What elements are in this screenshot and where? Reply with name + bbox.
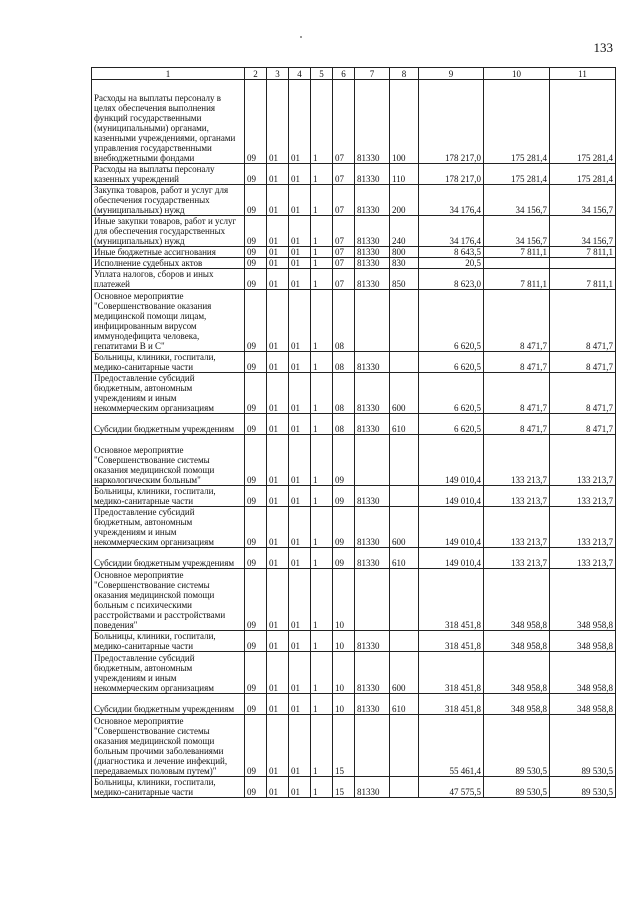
event-code-cell: 07 [333, 269, 355, 290]
row-name-cell: Больницы, клиники, госпитали, медико-санитарные части [92, 486, 245, 507]
section-code-cell: 01 [267, 80, 289, 164]
table-row [92, 715, 616, 777]
amount-col9-cell: 318 451,8 [419, 631, 484, 652]
section-code-cell: 01 [267, 290, 289, 352]
expense-type-cell: 200 [390, 185, 419, 216]
row-name-cell: Основное мероприятие "Совершенствование системы оказания медицинской помощи больным с психическими расстройствами и расстройствами поведения" [92, 569, 245, 631]
table-body [92, 80, 616, 798]
column-header: 7 [355, 68, 390, 80]
column-header: 5 [311, 68, 333, 80]
gp-code-cell: 09 [245, 164, 267, 185]
row-name-cell: Субсидии бюджетным учреждениям [92, 414, 245, 435]
program-code-cell: 1 [311, 414, 333, 435]
row-name-cell: Расходы на выплаты персоналу в целях обеспечения выполнения функций государственными (муниципальными) органами, казенными учреждениями, органами управления государственными внебюджетными фондами [92, 80, 245, 164]
subsection-code-cell: 01 [289, 507, 311, 548]
amount-col10-cell: 8 471,7 [484, 414, 550, 435]
expense-type-cell [390, 290, 419, 352]
amount-col11-cell: 89 530,5 [550, 715, 616, 777]
amount-col11-cell: 7 811,1 [550, 269, 616, 290]
column-header: 8 [390, 68, 419, 80]
amount-col11-cell: 348 958,8 [550, 652, 616, 694]
amount-col9-cell: 47 575,5 [419, 777, 484, 798]
program-code-cell: 1 [311, 164, 333, 185]
event-code-cell: 08 [333, 290, 355, 352]
expense-type-cell [390, 435, 419, 486]
table-row [92, 269, 616, 290]
direction-code-cell: 81330 [355, 269, 390, 290]
amount-col11-cell: 8 471,7 [550, 290, 616, 352]
event-code-cell: 07 [333, 80, 355, 164]
gp-code-cell: 09 [245, 258, 267, 269]
expense-type-cell [390, 486, 419, 507]
expense-type-cell: 610 [390, 414, 419, 435]
subsection-code-cell: 01 [289, 290, 311, 352]
program-code-cell: 1 [311, 715, 333, 777]
program-code-cell: 1 [311, 269, 333, 290]
table-row [92, 164, 616, 185]
table-row [92, 486, 616, 507]
gp-code-cell: 09 [245, 185, 267, 216]
program-code-cell: 1 [311, 216, 333, 247]
section-code-cell: 01 [267, 352, 289, 373]
subsection-code-cell: 01 [289, 216, 311, 247]
amount-col9-cell: 8 623,0 [419, 269, 484, 290]
expense-type-cell: 850 [390, 269, 419, 290]
program-code-cell: 1 [311, 185, 333, 216]
program-code-cell: 1 [311, 777, 333, 798]
direction-code-cell: 81330 [355, 486, 390, 507]
amount-col11-cell: 133 213,7 [550, 548, 616, 569]
event-code-cell: 09 [333, 548, 355, 569]
table-row [92, 216, 616, 247]
table-row [92, 548, 616, 569]
amount-col11-cell: 348 958,8 [550, 631, 616, 652]
direction-code-cell: 81330 [355, 507, 390, 548]
program-code-cell: 1 [311, 435, 333, 486]
section-code-cell: 01 [267, 216, 289, 247]
subsection-code-cell: 01 [289, 652, 311, 694]
table-row [92, 185, 616, 216]
row-name-cell: Субсидии бюджетным учреждениям [92, 694, 245, 715]
direction-code-cell: 81330 [355, 80, 390, 164]
gp-code-cell: 09 [245, 373, 267, 414]
event-code-cell: 08 [333, 352, 355, 373]
amount-col10-cell: 7 811,1 [484, 247, 550, 258]
event-code-cell: 15 [333, 777, 355, 798]
amount-col9-cell: 149 010,4 [419, 486, 484, 507]
direction-code-cell: 81330 [355, 258, 390, 269]
column-header: 2 [245, 68, 267, 80]
row-name-cell: Расходы на выплаты персоналу казенных учреждений [92, 164, 245, 185]
subsection-code-cell: 01 [289, 185, 311, 216]
column-header: 10 [484, 68, 550, 80]
amount-col9-cell: 55 461,4 [419, 715, 484, 777]
header-row [92, 68, 616, 80]
subsection-code-cell: 01 [289, 569, 311, 631]
subsection-code-cell: 01 [289, 694, 311, 715]
event-code-cell: 07 [333, 216, 355, 247]
column-header: 11 [550, 68, 616, 80]
section-code-cell: 01 [267, 507, 289, 548]
expense-type-cell: 600 [390, 652, 419, 694]
expense-type-cell: 830 [390, 258, 419, 269]
direction-code-cell: 81330 [355, 247, 390, 258]
amount-col10-cell: 34 156,7 [484, 185, 550, 216]
section-code-cell: 01 [267, 247, 289, 258]
gp-code-cell: 09 [245, 247, 267, 258]
amount-col10-cell: 133 213,7 [484, 435, 550, 486]
amount-col10-cell: 348 958,8 [484, 694, 550, 715]
section-code-cell: 01 [267, 694, 289, 715]
amount-col9-cell: 6 620,5 [419, 373, 484, 414]
amount-col11-cell: 348 958,8 [550, 569, 616, 631]
expense-type-cell [390, 715, 419, 777]
amount-col9-cell: 318 451,8 [419, 694, 484, 715]
column-header: 3 [267, 68, 289, 80]
event-code-cell: 08 [333, 373, 355, 414]
row-name-cell: Исполнение судебных актов [92, 258, 245, 269]
program-code-cell: 1 [311, 258, 333, 269]
table-row [92, 247, 616, 258]
row-name-cell: Основное мероприятие "Совершенствование системы оказания медицинской помощи наркологическим больным" [92, 435, 245, 486]
row-name-cell: Уплата налогов, сборов и иных платежей [92, 269, 245, 290]
section-code-cell: 01 [267, 435, 289, 486]
expense-type-cell [390, 569, 419, 631]
gp-code-cell: 09 [245, 290, 267, 352]
direction-code-cell: 81330 [355, 373, 390, 414]
gp-code-cell: 09 [245, 352, 267, 373]
table-row [92, 435, 616, 486]
amount-col10-cell: 348 958,8 [484, 631, 550, 652]
amount-col11-cell: 133 213,7 [550, 486, 616, 507]
amount-col9-cell: 149 010,4 [419, 548, 484, 569]
column-header: 6 [333, 68, 355, 80]
section-code-cell: 01 [267, 631, 289, 652]
row-name-cell: Больницы, клиники, госпитали, медико-санитарные части [92, 352, 245, 373]
event-code-cell: 09 [333, 486, 355, 507]
table-row [92, 258, 616, 269]
expense-type-cell: 610 [390, 548, 419, 569]
subsection-code-cell: 01 [289, 777, 311, 798]
subsection-code-cell: 01 [289, 80, 311, 164]
section-code-cell: 01 [267, 652, 289, 694]
program-code-cell: 1 [311, 652, 333, 694]
section-code-cell: 01 [267, 269, 289, 290]
direction-code-cell [355, 435, 390, 486]
gp-code-cell: 09 [245, 435, 267, 486]
direction-code-cell: 81330 [355, 216, 390, 247]
amount-col10-cell: 133 213,7 [484, 507, 550, 548]
gp-code-cell: 09 [245, 631, 267, 652]
program-code-cell: 1 [311, 631, 333, 652]
row-name-cell: Основное мероприятие "Совершенствование оказания медицинской помощи лицам, инфицированным вирусом иммунодефицита человека, гепатитами В и С" [92, 290, 245, 352]
program-code-cell: 1 [311, 247, 333, 258]
table-row [92, 631, 616, 652]
gp-code-cell: 09 [245, 507, 267, 548]
gp-code-cell: 09 [245, 694, 267, 715]
subsection-code-cell: 01 [289, 435, 311, 486]
program-code-cell: 1 [311, 486, 333, 507]
table-row [92, 352, 616, 373]
gp-code-cell: 09 [245, 269, 267, 290]
subsection-code-cell: 01 [289, 269, 311, 290]
amount-col10-cell: 8 471,7 [484, 352, 550, 373]
amount-col10-cell: 175 281,4 [484, 80, 550, 164]
event-code-cell: 07 [333, 185, 355, 216]
gp-code-cell: 09 [245, 569, 267, 631]
amount-col9-cell: 178 217,0 [419, 164, 484, 185]
table-row [92, 652, 616, 694]
event-code-cell: 07 [333, 247, 355, 258]
subsection-code-cell: 01 [289, 247, 311, 258]
direction-code-cell [355, 569, 390, 631]
amount-col9-cell: 20,5 [419, 258, 484, 269]
amount-col9-cell: 34 176,4 [419, 216, 484, 247]
amount-col10-cell: 133 213,7 [484, 486, 550, 507]
amount-col10-cell: 133 213,7 [484, 548, 550, 569]
expense-type-cell: 800 [390, 247, 419, 258]
event-code-cell: 09 [333, 507, 355, 548]
subsection-code-cell: 01 [289, 631, 311, 652]
direction-code-cell: 81330 [355, 694, 390, 715]
section-code-cell: 01 [267, 715, 289, 777]
amount-col11-cell: 175 281,4 [550, 80, 616, 164]
table-row [92, 80, 616, 164]
subsection-code-cell: 01 [289, 352, 311, 373]
direction-code-cell: 81330 [355, 352, 390, 373]
event-code-cell: 09 [333, 435, 355, 486]
amount-col10-cell: 348 958,8 [484, 569, 550, 631]
direction-code-cell [355, 290, 390, 352]
amount-col10-cell: 89 530,5 [484, 777, 550, 798]
table-row [92, 694, 616, 715]
amount-col11-cell: 8 471,7 [550, 414, 616, 435]
amount-col9-cell: 6 620,5 [419, 414, 484, 435]
program-code-cell: 1 [311, 694, 333, 715]
section-code-cell: 01 [267, 486, 289, 507]
amount-col9-cell: 6 620,5 [419, 352, 484, 373]
amount-col11-cell: 34 156,7 [550, 185, 616, 216]
amount-col10-cell: 8 471,7 [484, 373, 550, 414]
gp-code-cell: 09 [245, 548, 267, 569]
amount-col9-cell: 318 451,8 [419, 569, 484, 631]
amount-col10-cell: 175 281,4 [484, 164, 550, 185]
amount-col9-cell: 178 217,0 [419, 80, 484, 164]
amount-col11-cell: 133 213,7 [550, 507, 616, 548]
direction-code-cell: 81330 [355, 631, 390, 652]
program-code-cell: 1 [311, 548, 333, 569]
event-code-cell: 07 [333, 258, 355, 269]
direction-code-cell: 81330 [355, 185, 390, 216]
expense-type-cell [390, 631, 419, 652]
amount-col9-cell: 149 010,4 [419, 507, 484, 548]
gp-code-cell: 09 [245, 216, 267, 247]
direction-code-cell: 81330 [355, 777, 390, 798]
event-code-cell: 15 [333, 715, 355, 777]
subsection-code-cell: 01 [289, 715, 311, 777]
direction-code-cell: 81330 [355, 414, 390, 435]
gp-code-cell: 09 [245, 777, 267, 798]
column-header: 9 [419, 68, 484, 80]
event-code-cell: 10 [333, 631, 355, 652]
section-code-cell: 01 [267, 185, 289, 216]
section-code-cell: 01 [267, 373, 289, 414]
expense-type-cell: 110 [390, 164, 419, 185]
amount-col11-cell: 348 958,8 [550, 694, 616, 715]
amount-col9-cell: 318 451,8 [419, 652, 484, 694]
expense-type-cell [390, 352, 419, 373]
direction-code-cell: 81330 [355, 164, 390, 185]
column-header: 4 [289, 68, 311, 80]
section-code-cell: 01 [267, 258, 289, 269]
expense-type-cell: 100 [390, 80, 419, 164]
direction-code-cell: 81330 [355, 548, 390, 569]
expense-type-cell: 600 [390, 373, 419, 414]
program-code-cell: 1 [311, 290, 333, 352]
subsection-code-cell: 01 [289, 373, 311, 414]
expense-type-cell: 610 [390, 694, 419, 715]
section-code-cell: 01 [267, 569, 289, 631]
amount-col11-cell: 34 156,7 [550, 216, 616, 247]
amount-col9-cell: 8 643,5 [419, 247, 484, 258]
amount-col11-cell: 7 811,1 [550, 247, 616, 258]
row-name-cell: Больницы, клиники, госпитали, медико-санитарные части [92, 631, 245, 652]
program-code-cell: 1 [311, 373, 333, 414]
amount-col10-cell: 34 156,7 [484, 216, 550, 247]
gp-code-cell: 09 [245, 715, 267, 777]
row-name-cell: Иные закупки товаров, работ и услуг для обеспечения государственных (муниципальных) нужд [92, 216, 245, 247]
program-code-cell: 1 [311, 80, 333, 164]
subsection-code-cell: 01 [289, 486, 311, 507]
table-row [92, 290, 616, 352]
section-code-cell: 01 [267, 777, 289, 798]
event-code-cell: 10 [333, 652, 355, 694]
row-name-cell: Больницы, клиники, госпитали, медико-санитарные части [92, 777, 245, 798]
program-code-cell: 1 [311, 352, 333, 373]
section-code-cell: 01 [267, 164, 289, 185]
row-name-cell: Предоставление субсидий бюджетным, автономным учреждениям и иным некоммерческим организациям [92, 652, 245, 694]
gp-code-cell: 09 [245, 652, 267, 694]
amount-col9-cell: 34 176,4 [419, 185, 484, 216]
gp-code-cell: 09 [245, 80, 267, 164]
expense-type-cell: 600 [390, 507, 419, 548]
amount-col11-cell [550, 258, 616, 269]
row-name-cell: Иные бюджетные ассигнования [92, 247, 245, 258]
gp-code-cell: 09 [245, 414, 267, 435]
amount-col9-cell: 6 620,5 [419, 290, 484, 352]
expense-type-cell: 240 [390, 216, 419, 247]
event-code-cell: 07 [333, 164, 355, 185]
row-name-cell: Закупка товаров, работ и услуг для обеспечения государственных (муниципальных) нужд [92, 185, 245, 216]
subsection-code-cell: 01 [289, 164, 311, 185]
page-number: 133 [593, 40, 613, 55]
budget-table [91, 67, 616, 798]
amount-col10-cell: 348 958,8 [484, 652, 550, 694]
section-code-cell: 01 [267, 548, 289, 569]
subsection-code-cell: 01 [289, 548, 311, 569]
program-code-cell: 1 [311, 507, 333, 548]
table-row [92, 569, 616, 631]
amount-col10-cell [484, 258, 550, 269]
subsection-code-cell: 01 [289, 258, 311, 269]
direction-code-cell: 81330 [355, 652, 390, 694]
column-header: 1 [92, 68, 245, 80]
program-code-cell: 1 [311, 569, 333, 631]
expense-type-cell [390, 777, 419, 798]
amount-col11-cell: 175 281,4 [550, 164, 616, 185]
subsection-code-cell: 01 [289, 414, 311, 435]
table-row [92, 777, 616, 798]
event-code-cell: 08 [333, 414, 355, 435]
table-row [92, 373, 616, 414]
section-code-cell: 01 [267, 414, 289, 435]
gp-code-cell: 09 [245, 486, 267, 507]
amount-col10-cell: 89 530,5 [484, 715, 550, 777]
row-name-cell: Предоставление субсидий бюджетным, автономным учреждениям и иным некоммерческим организациям [92, 373, 245, 414]
event-code-cell: 10 [333, 694, 355, 715]
amount-col11-cell: 89 530,5 [550, 777, 616, 798]
amount-col10-cell: 8 471,7 [484, 290, 550, 352]
row-name-cell: Предоставление субсидий бюджетным, автономным учреждениям и иным некоммерческим организациям [92, 507, 245, 548]
direction-code-cell [355, 715, 390, 777]
amount-col11-cell: 8 471,7 [550, 352, 616, 373]
table-row [92, 507, 616, 548]
row-name-cell: Основное мероприятие "Совершенствование системы оказания медицинской помощи больным прочими заболеваниями (диагностика и лечение инфекций, передаваемых половым путем)" [92, 715, 245, 777]
amount-col9-cell: 149 010,4 [419, 435, 484, 486]
scan-speck [300, 36, 302, 38]
event-code-cell: 10 [333, 569, 355, 631]
amount-col11-cell: 133 213,7 [550, 435, 616, 486]
amount-col11-cell: 8 471,7 [550, 373, 616, 414]
table-row [92, 414, 616, 435]
row-name-cell: Субсидии бюджетным учреждениям [92, 548, 245, 569]
amount-col10-cell: 7 811,1 [484, 269, 550, 290]
